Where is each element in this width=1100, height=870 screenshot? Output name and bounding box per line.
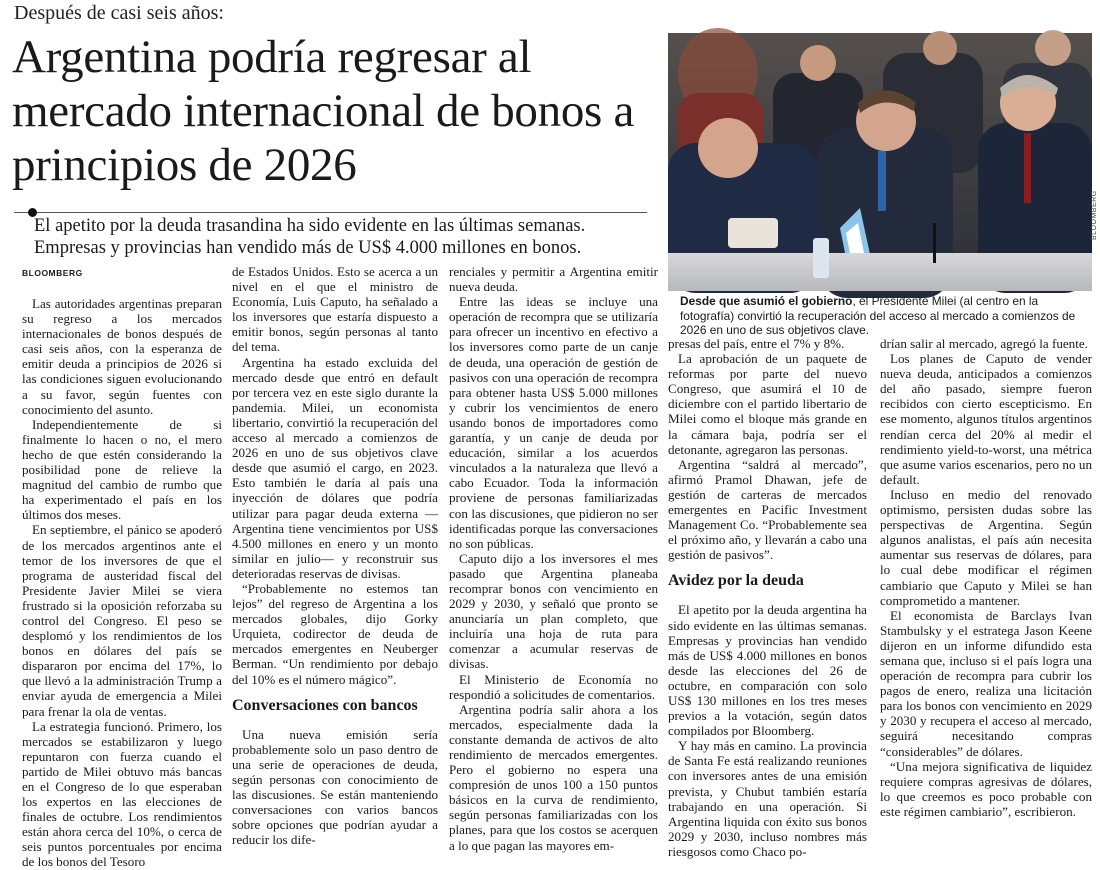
paragraph: Argentina “saldrá al mercado”, afirmó Pramol Dhawan, jefe de gestión de carteras de mercados emergentes en Pacific Investment Management Co. “Probablemente sea el próximo año, y llevarán a cabo una gestión de pasivos”.: [668, 456, 867, 563]
paragraph: En septiembre, el pánico se apoderó de los mercados argentinos ante el temor de los inversores de que el programa de austeridad fiscal del Presidente Javier Milei se viera frustrado si la oposición reforzaba su control del Congreso. El peso se desplomó y los rendimientos de los bonos en dólares del país se dispararon por encima del 17%, lo que llevó a la administración Trump a enviar ayuda de emergencia a Milei para frenar la ola de ventas.: [22, 522, 222, 719]
paragraph: presas del país, entre el 7% y 8%.: [668, 336, 845, 351]
kicker: Después de casi seis años:: [14, 2, 224, 24]
paragraph: La aprobación de un paquete de reformas por parte del nuevo Congreso, que asumirá el 10 de diciembre con el partido libertario de Milei como el bloque más grande en la cámara baja, podría ser el detonante, agregaron las personas.: [668, 351, 867, 457]
paragraph: renciales y permitir a Argentina emitir nueva deuda.: [449, 264, 658, 295]
photo-illustration: [668, 33, 1092, 291]
paragraph: drían salir al mercado, agregó la fuente.: [880, 336, 1088, 351]
paragraph: Las autoridades argentinas preparan su regreso a los mercados internacionales de bonos después de casi seis años, con la esperanza de emitir deuda a principios de 2026 si las condiciones siguen evolucionando a su favor, según fuentes con conocimiento del asunto.: [22, 296, 222, 417]
deck-divider: [14, 212, 647, 213]
paragraph: Argentina ha estado excluida del mercado desde que entró en default por tercera vez en este siglo durante la pandemia. Milei, un economista libertario, convirtió la recuperación del acceso al mercado a comienzos de 2026 en uno de sus objetivos clave desde que asumió el cargo, en 2023. Esto también le daría al país una inyección de dólares que podría utilizar para pagar deuda externa —Argentina tiene vencimientos por US$ 4.500 millones en enero y un monto similar en julio— y reconstruir sus deterioradas reservas de divisas.: [232, 354, 438, 581]
body-column-5: [880, 336, 1092, 819]
paragraph: La estrategia funcionó. Primero, los mercados se estabilizaron y luego repuntaron con fuerza cuando el partido de Milei obtuvo más bancas en el Congreso de lo que esperaban los expertos en las elecciones de finales de octubre. Los rendimientos están ahora cerca del 10%, o cerca de seis puntos porcentuales por encima de los bonos del Tesoro: [22, 718, 222, 870]
deck: El apetito por la deuda trasandina ha sido evidente en las últimas semanas. Empresas y provincias han vendido más de US$ 4.000 millones en bonos.: [34, 216, 586, 258]
subheading-avidez: Avidez por la deuda: [668, 572, 804, 590]
paragraph: El apetito por la deuda argentina ha sido evidente en las últimas semanas. Empresas y provincias han vendido más de US$ 4.000 millones en bonos desde las elecciones del 26 de octubre, en comparación con solo US$ 130 millones en los tres meses previos a la votación, según datos compilados por Bloomberg.: [668, 602, 867, 739]
caption-text: , el Presidente Milei (al centro en la fotografía) convirtió la recuperación del acceso al mercado a comienzos de 2026 en uno de sus objetivos clave.: [680, 294, 1076, 337]
body-column-1: [22, 296, 222, 870]
paragraph: Los planes de Caputo de vender nueva deuda, anticipados a comienzos del año pasado, siempre fueron recibidos con cierto escepticismo. En ese momento, algunos títulos argentinos rendían cerca del 20% al medir el rendimiento yield-to-worst, una métrica que asume varios escenarios, pero no un default.: [880, 351, 1092, 487]
news-photo: [668, 33, 1092, 291]
paragraph: “Probablemente no estemos tan lejos” del regreso de Argentina a los mercados globales, dijo Gorky Urquieta, codirector de deuda de mercados emergentes en Neuberger Berman. “Un rendimiento por debajo del 10% es el número mágico”.: [232, 580, 438, 687]
paragraph: Una nueva emisión sería probablemente solo un paso dentro de una serie de operaciones de deuda, según personas con conocimiento de las discusiones. Se están manteniendo conversaciones con varios bancos sobre opciones que podrían ayudar a reducir los dife-: [232, 726, 438, 848]
photo-credit: BLOOMBERG: [1091, 190, 1098, 240]
paragraph: “Una mejora significativa de liquidez requiere compras agresivas de dólares, lo que creemos es poco probable con este régimen cambiario”, escribieron.: [880, 758, 1092, 819]
body-column-2: [232, 264, 438, 847]
caption-lead: Desde que asumió el gobierno: [680, 294, 853, 308]
paragraph: Independientemente de si finalmente lo hacen o no, el mero hecho de que estén considerando la posibilidad pone de relieve la magnitud del cambio de rumbo que ha experimentado el país en los últimos dos meses.: [22, 416, 222, 523]
paragraph: El Ministerio de Economía no respondió a solicitudes de comentarios.: [449, 671, 658, 702]
paragraph: Incluso en medio del renovado optimismo, persisten dudas sobre las perspectivas de Argentina. Según algunos analistas, el país aún necesita aumentar sus reservas de dólares, para lo cual debe modificar el régimen cambiario que Caputo y Milei se han comprometido a mantener.: [880, 486, 1092, 608]
paragraph: El economista de Barclays Ivan Stambulsky y el estratega Jason Keene dijeron en un informe difundido esta semana que, incluso si el país logra una operación de recompra para cubrir los pagos de enero, realiza una licitación para los bonos con vencimiento en 2029 y 2030 y recupera el acceso al mercado, seguirá necesitando compras “considerables” de dólares.: [880, 607, 1092, 759]
paragraph: Entre las ideas se incluye una operación de recompra que se utilizaría para ofrecer un incentivo en efectivo a los inversores como parte de un canje de deuda, una operación de gestión de pasivos con una operación de recompra para obtener hasta US$ 5.000 millones y cubrir los vencimientos de enero usando bonos de importadores como garantía, y un canje de deuda por educación, similar a los acuerdos vinculados a la naturaleza que llevó a cabo Ecuador. Toda la información proviene de personas familiarizadas con las discusiones, que pidieron no ser identificadas porque las conversaciones no son públicas.: [449, 294, 658, 551]
paragraph: Caputo dijo a los inversores el mes pasado que Argentina planeaba recomprar bonos con vencimiento en 2029 y 2030, y señaló que pronto se anunciaría un plan completo, que incluiría una hoja de ruta para comenzar a acumular reservas de divisas.: [449, 550, 658, 672]
body-column-3: [449, 264, 658, 853]
headline: Argentina podría regresar al mercado internacional de bonos a principios de 2026: [12, 31, 635, 191]
paragraph: Y hay más en camino. La provincia de Santa Fe está realizando reuniones con inversores antes de una emisión prevista, y Chubut también estaría trabajando en una operación. Si Argentina liquida con éxito sus bonos 2029 y 2030, incluso nombres más riesgosos como Chaco po-: [668, 738, 867, 859]
paragraph: de Estados Unidos. Esto se acerca a un nivel en el que el ministro de Economía, Luis Caputo, ha señalado a los inversores que estaría dispuesto a emitir bonos, según personas al tanto del tema.: [232, 264, 438, 355]
subheading-conversaciones: Conversaciones con bancos: [232, 696, 418, 714]
body-column-4: [668, 336, 867, 859]
photo-caption: [680, 294, 1092, 338]
source-byline: BLOOMBERG: [22, 268, 83, 278]
paragraph: Argentina podría salir ahora a los mercados, especialmente dada la constante demanda de activos de alto rendimiento de mercados emergentes. Pero el gobierno no espera una compresión de unos 100 a 150 puntos básicos en la curva de rendimiento, según personas familiarizadas con los planes, para que los costos se acerquen a lo que pagan las mayores em-: [449, 701, 658, 853]
